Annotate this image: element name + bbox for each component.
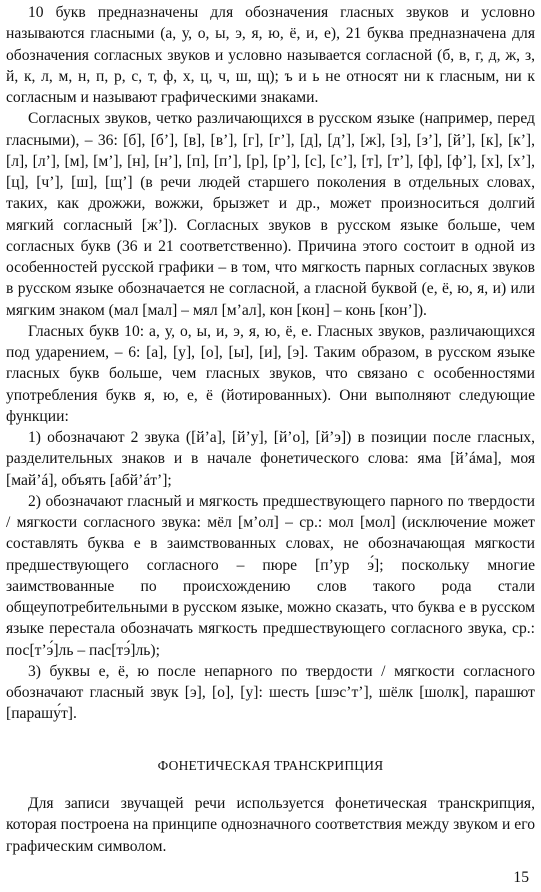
page-number: 15 xyxy=(513,869,529,886)
section-body xyxy=(6,793,535,857)
list-item-function-2: 2) обозначают гласный и мягкость предшествующего парного по твердости / мягкости согласного звука: мёл [м’ол] – ср.: мол [мол] (исключение может составлять буква е в заимствованных словах, не обозначающая мягкости предшествующего согласного – пюре [п’ур э́]; поскольку многие заимствованные по происхождению слов такого рода стали общеупотребительными в русском языке, можно сказать, что буква е в русском языке перестала обозначать мягкость предшествующего согласного звука, ср.: пос[т’э́]ль – пас[тэ́]ль); xyxy=(6,492,535,659)
body-text xyxy=(6,2,535,725)
list-item-function-3: 3) буквы е, ё, ю после непарного по твердости / мягкости согласного обозначают гласный звук [э], [о], [у]: шесть [шэс’т’], шёлк [шолк], парашют [парашу́т]. xyxy=(6,662,535,723)
paragraph-letters: 10 букв предназначены для обозначения гласных звуков и условно называются гласными (а, у, о, ы, э, я, ю, ё, и, е), 21 буква предназначена для обозначения согласных звуков и условно называется согласной (б, в, г, д, ж, з, й, к, л, м, н, п, р, с, т, ф, х, ц, ч, ш, щ); ъ и ь не относят ни к гласным, ни к согласным и называют графическими знаками. xyxy=(6,4,535,106)
list-item-function-1: 1) обозначают 2 звука ([й’а], [й’у], [й’о], [й’э]) в позиции после гласных, разделительных знаков и в начале фонетического слова: яма [й’áма], моя [май’á], объять [абй’áт’]; xyxy=(6,429,535,489)
paragraph-consonants: Согласных звуков, четко различающихся в русском языке (например, перед гласными), – 36: [б], [б’], [в], [в’], [г], [г’], [д], [д’], [ж], [з], [з’], [й’], [к], [к’], [л], [л’], [м], [м’], [н], [н’], [п], [п’], [р], [р’], [с], [с’], [т], [т’], [ф], [ф’], [х], [х’], [ц], [ч’], [ш], [щ’] (в речи людей старшего поколения в отдельных словах, таких, как дрожжи, вожжи, брызжет и др., может произноситься долгий мягкий согласный [ж’]). Согласных звуков в русском языке больше, чем согласных букв (36 и 21 соответственно). Причина этого состоит в одной из особенностей русской графики – в том, что мягкость парных согласных звуков в русском языке обозначается не согласной, а гласной буквой (е, ё, ю, я, и) или мягким знаком (мал [мал] – мял [м’ал], кон [кон] – конь [кон’]). xyxy=(6,110,535,319)
paragraph-vowels: Гласных букв 10: а, у, о, ы, и, э, я, ю, ё, е. Гласных звуков, различающихся под ударением, – 6: [а], [у], [о], [ы], [и], [э]. Таким образом, в русском языке гласных букв больше, чем гласных звуков, что связано с особенностями употребления букв я, ю, е, ё (йотированных). Они выполняют следующие функции: xyxy=(6,322,535,425)
section-heading: ФОНЕТИЧЕСКАЯ ТРАНСКРИПЦИЯ xyxy=(157,758,384,773)
paragraph-transcription: Для записи звучащей речи используется фонетическая транскрипция, которая построена на принципе однозначного соответствия между звуком и его графическим символом. xyxy=(6,795,535,855)
